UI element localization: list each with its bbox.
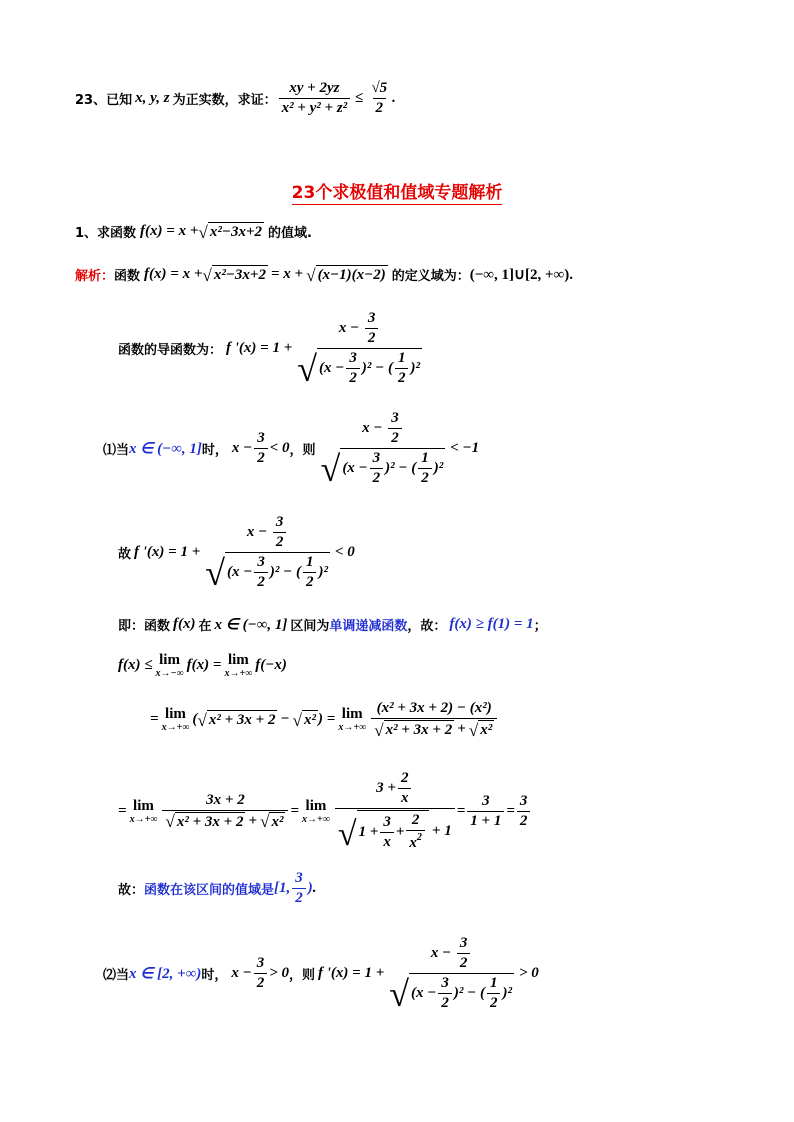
derivative-lhs: f '(x) = 1 + xyxy=(226,340,293,356)
limit-line-3: = lim x→+∞ 3x + 2 √ x² + 3x + 2 + √ x² = lim x→+∞ 3 + $\frac{2}{x}$ √ 1 + $\frac{3}{x}$ + $\frac{2}{x^2}$ + 1 = $\frac{3}{1 + 1}$ = $\frac{3}{2}$ xyxy=(118,770,532,852)
therefore1-word: 故 xyxy=(118,547,132,562)
analysis-expr: f(x) = x + xyxy=(144,266,203,282)
prev-number: 23、 xyxy=(75,93,107,108)
analysis-rad1: x²−3x+2 xyxy=(213,267,266,283)
section-title xyxy=(0,178,794,203)
problem-label: 1、求函数 xyxy=(75,226,137,241)
prev-den: x² + y² + z² xyxy=(279,98,351,117)
prev-rhs xyxy=(368,80,390,117)
prev-rhs-den: 2 xyxy=(373,98,387,117)
problem-tail: 的值域. xyxy=(268,226,312,241)
case1-lt-neg1: < −1 xyxy=(450,440,480,456)
section-title-text: 23个求极值和值域专题解析 xyxy=(291,183,503,203)
case2-line: ⑵当 x ∈ [2, +∞) 时， x − $\frac{3}{2}$ > 0 ，则 f '(x) = 1 + x − $\frac{3}{2}$ √ (x − $\frac{3}{2}$ )² − ( $\frac{1}{2}$ )² > 0 xyxy=(103,935,539,1014)
namely-result: f(x) ≥ f(1) = 1 xyxy=(449,616,534,632)
namely-line: 即：函数 f(x) 在 x ∈ (−∞, 1] 区间为 单调递减函数 ，故： f(x) ≥ f(1) = 1 ； xyxy=(118,616,547,634)
range1-text: 函数在该区间的值域是 xyxy=(144,883,275,898)
prev-problem-23: 23、 已知 x, y, z 为正实数，求证： $\frac{xy + 2yz}{\text{x² + y² + z²}}$ ≤ $\frac{√5}{2}$ . xyxy=(75,80,396,116)
prev-num: xy + 2yz xyxy=(289,80,340,96)
case1-time: 时， xyxy=(201,443,228,458)
case1-line: ⑴当 x ∈ (−∞, 1] 时， x − $\frac{3}{2}$ < 0 ，则 x − $\frac{3}{2}$ √ (x − $\frac{3}{2}$ )² − ( $\frac{1}{2}$ )² < −1 xyxy=(103,410,480,489)
derivative-den: √ (x − $\frac{3}{2}$ )² − ( $\frac{1}{2}$ )² xyxy=(297,349,420,389)
analysis-label: 解析： xyxy=(75,269,115,284)
problem-1 xyxy=(75,222,312,241)
analysis-domain-text: 的定义域为： xyxy=(391,269,470,284)
derivative-line xyxy=(118,310,427,387)
limit-line-2: = lim x→+∞ ( √ x² + 3x + 2 − √ x² ) = lim x→+∞ (x² + 3x + 2) − (x²) √ x² + 3x + 2 + √ x² xyxy=(150,700,499,739)
problem-func: f(x) = x + xyxy=(140,223,199,239)
analysis-mid: = x + xyxy=(270,266,304,282)
analysis-sqrt2: √ (x−1)(x−2) xyxy=(306,265,386,285)
analysis-line xyxy=(75,265,573,284)
derivative-num: x − $\frac{3}{2}$ xyxy=(336,310,384,348)
limit-line-1: f(x) ≤ lim x→−∞ f(x) = lim x→+∞ f(−x) xyxy=(118,652,287,679)
namely-mono: 单调递减函数 xyxy=(329,619,408,634)
therefore1-line: 故 f '(x) = 1 + x − $\frac{3}{2}$ √ (x − $\frac{3}{2}$ )² − ( $\frac{1}{2}$ )² < 0 xyxy=(118,514,355,593)
prev-rhs-num: √5 xyxy=(371,80,388,96)
analysis-domain: (−∞, 1]∪[2, +∞). xyxy=(469,267,573,283)
prev-fraction xyxy=(279,80,351,117)
range1-line: 故： 函数在该区间的值域是 [1, $\frac{3}{2}$ ) . xyxy=(118,870,317,906)
analysis-text1: 函数 xyxy=(114,269,141,284)
analysis-rad2: (x−1)(x−2) xyxy=(317,267,386,283)
case2-fraction: x − $\frac{3}{2}$ √ (x − $\frac{3}{2}$ )² − ( $\frac{1}{2}$ )² xyxy=(389,935,512,1014)
derivative-fraction xyxy=(294,310,425,387)
case1-mark: ⑴当 xyxy=(103,443,130,458)
prev-known: 已知 xyxy=(106,93,133,108)
case1-cond: x ∈ (−∞, 1] xyxy=(129,441,202,457)
prev-vars: x, y, z xyxy=(135,90,170,106)
derivative-text: 函数的导函数为： xyxy=(118,343,223,358)
analysis-sqrt1: √ x²−3x+2 xyxy=(202,265,266,285)
case1-fraction: x − $\frac{3}{2}$ √ (x − $\frac{3}{2}$ )² − ( $\frac{1}{2}$ )² xyxy=(320,410,444,489)
problem-radicand: x²−3x+2 xyxy=(209,224,262,240)
case2-cond: x ∈ [2, +∞) xyxy=(129,966,202,982)
prev-leq: ≤ xyxy=(355,90,364,106)
problem-sqrt: √ x²−3x+2 xyxy=(198,222,262,242)
prev-cond: 为正实数，求证： xyxy=(172,93,277,108)
therefore1-fraction: x − $\frac{3}{2}$ √ (x − $\frac{3}{2}$ )² − ( $\frac{1}{2}$ )² xyxy=(205,514,328,593)
